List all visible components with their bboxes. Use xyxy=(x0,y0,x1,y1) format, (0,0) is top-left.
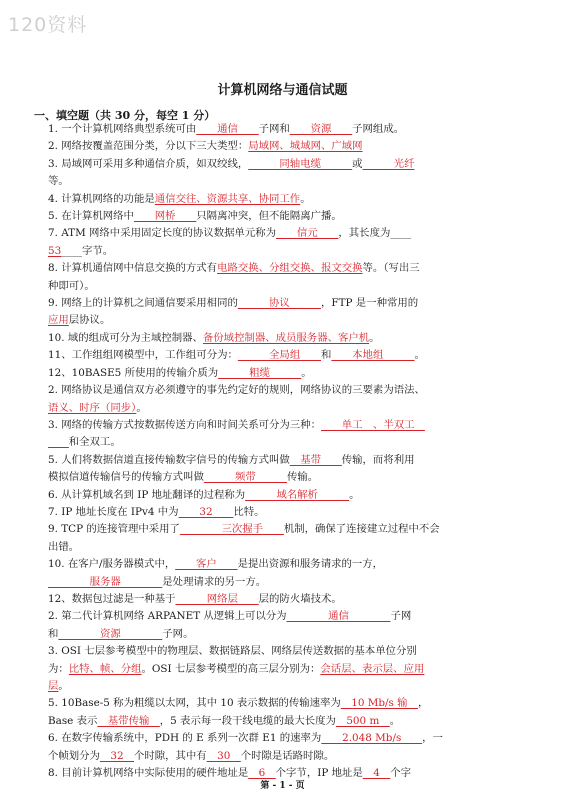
question-text: 等。（写出三 xyxy=(362,262,420,275)
answer-text: __基带传输__ xyxy=(97,714,160,727)
answer-text: __6__ xyxy=(248,767,276,780)
question-text: 3. OSI 七层参考模型中的物理层、数据链路层、网络层传送数据的基本单位分别 xyxy=(48,645,417,658)
question-line xyxy=(48,748,526,765)
question-text: 子网。 xyxy=(162,627,194,640)
question-line xyxy=(48,278,526,295)
question-text: 。OSI 七层参考模型的高三层分别为： xyxy=(141,662,321,675)
question-text: 。 xyxy=(349,488,360,501)
section-heading: 一、填空题（共 30 分，每空 1 分） xyxy=(34,109,216,122)
question-line xyxy=(48,608,526,625)
question-text: 和 xyxy=(321,349,332,362)
question-text: 3. 网络的传输方式按数据传送方向和时间关系可分为三种： xyxy=(48,418,321,431)
question-text: 12、数据包过滤是一种基于 xyxy=(48,592,176,605)
question-line xyxy=(48,330,526,347)
question-text: 3. 局域网可采用多种通信介质，如双绞线， xyxy=(48,157,249,170)
question-text: 和全双工。 xyxy=(68,436,121,449)
answer-text: ____32____ xyxy=(178,505,234,518)
question-text: 和 xyxy=(48,627,59,640)
question-text: 。 xyxy=(58,680,69,692)
question-text: 7. IP 地址长度在 IPv4 中为 xyxy=(48,505,179,518)
question-text: 12、10BASE5 所使用的传输介质为 xyxy=(48,366,219,379)
answer-text: 应用 xyxy=(48,314,69,327)
answer-text: ____信元____ xyxy=(276,227,339,240)
question-text: 个帧划分为 xyxy=(48,749,100,762)
question-line xyxy=(48,400,526,417)
question-line xyxy=(48,695,526,712)
question-line xyxy=(48,591,526,608)
question-line xyxy=(48,138,526,155)
answer-text: 比特、帧、分组 xyxy=(68,662,142,675)
question-text: 个时隙，其中有 xyxy=(133,749,207,762)
question-text: 出错。 xyxy=(48,540,80,553)
answer-text: ____本地组______ xyxy=(331,349,415,362)
answer-text: ____网桥____ xyxy=(133,210,197,223)
answer-text: 53 xyxy=(48,244,62,257)
question-text: 比特。 xyxy=(233,505,265,518)
question-text: ， xyxy=(417,697,429,710)
answer-text: ______网络层____ xyxy=(175,592,259,605)
question-text: 。 xyxy=(300,192,311,205)
question-line xyxy=(48,365,526,382)
question-text: 4. 计算机网络的功能是 xyxy=(48,192,155,205)
question-line xyxy=(48,626,526,643)
question-text: 个字 xyxy=(390,767,411,780)
question-text: 或 xyxy=(352,157,363,170)
question-text: 2. 第二代计算机网络 ARPANET 从逻辑上可以分为 xyxy=(48,610,287,623)
question-text: 8. 目前计算机网络中实际使用的硬件地址是 xyxy=(48,767,249,780)
question-text: 。 xyxy=(301,366,312,379)
question-list xyxy=(48,121,526,782)
question-text: 为： xyxy=(48,662,69,675)
question-line xyxy=(48,225,526,242)
question-text: 子网组成。 xyxy=(352,123,405,135)
question-text: 等。 xyxy=(48,175,69,188)
answer-text: ________服务器________ xyxy=(48,575,163,588)
answer-text: __4__ xyxy=(362,767,391,780)
question-text: 。 xyxy=(369,331,380,344)
question-text: 个字节，IP 地址是 xyxy=(275,767,363,780)
question-text: 5. 在计算机网络中 xyxy=(48,210,134,223)
question-line xyxy=(48,191,526,208)
answer-text: __500 m__ xyxy=(335,714,390,727)
page-title: 计算机网络与通信试题 xyxy=(217,83,348,98)
question-text: 子网 xyxy=(390,610,412,623)
question-text: ，一 xyxy=(422,732,443,745)
question-line xyxy=(48,243,526,260)
answer-text: ______频带______ xyxy=(203,471,287,484)
answer-text: 层 xyxy=(48,680,59,692)
answer-text: __10 Mb/s 输__ xyxy=(340,697,418,710)
question-line xyxy=(48,208,526,225)
answer-text: ______域名解析______ xyxy=(245,488,350,501)
question-line xyxy=(48,539,526,556)
question-line xyxy=(48,295,526,312)
question-text: 是处理请求的另一方。 xyxy=(162,575,267,588)
answer-text: ________通信________ xyxy=(286,610,391,623)
question-line xyxy=(48,487,526,504)
question-text: ，5 表示每一段干线电缆的最大长度为 xyxy=(159,714,336,727)
question-text: 传输，而将利用 xyxy=(341,453,415,466)
question-line xyxy=(48,643,526,660)
question-line xyxy=(48,521,526,538)
question-text: 5. 10Base-5 称为粗缆以太网，其中 10 表示数据的传输速率为 xyxy=(48,697,341,710)
question-text: 6. 在数字传输系统中，PDH 的 E 系列一次群 E1 的速率为 xyxy=(48,732,322,745)
question-line xyxy=(48,713,526,730)
answer-text: __32__ xyxy=(99,749,134,762)
question-line xyxy=(48,312,526,329)
answer-text: 备份域控制器、成员服务器、客户机 xyxy=(202,331,370,344)
answer-text: ____ xyxy=(48,436,69,449)
question-text: 9. 网络上的计算机之间通信要采用相同的 xyxy=(48,297,238,310)
question-text: 传输。 xyxy=(286,471,319,484)
answer-text: ______同轴电缆______ xyxy=(248,157,353,170)
answer-text: 语义、时序（同步） xyxy=(48,401,137,414)
question-line xyxy=(48,417,526,434)
question-text: 5. 人们将数据信道直接传输数字信号的传输方式叫做 xyxy=(48,453,290,466)
answer-text: ______粗缆______ xyxy=(218,366,302,379)
answer-text: 电路交换、分组交换、报文交换 xyxy=(217,262,363,275)
question-text: 子网和 xyxy=(258,123,290,135)
question-text: ，其长度为____ xyxy=(338,227,412,240)
question-text: 种即可）。 xyxy=(48,279,95,292)
question-text: 层协议。 xyxy=(68,314,111,327)
question-line xyxy=(48,382,526,399)
answer-text: 通信交往、资源共享、协同工作 xyxy=(154,192,301,205)
question-text: 10. 域的组成可分为主域控制器、 xyxy=(48,331,203,344)
question-text: 。 xyxy=(389,714,401,727)
question-text: 10. 在客户/服务器模式中， xyxy=(48,558,176,571)
question-line xyxy=(48,156,526,173)
answer-text: 局域网、城域网、广域网 xyxy=(248,140,363,153)
question-text: 1. 一个计算机网络典型系统可由 xyxy=(48,123,197,135)
question-text: 个时隙是话路时隙。 xyxy=(240,749,335,762)
question-text: 层的防火墙技术。 xyxy=(258,592,342,605)
answer-text: ______光纤 xyxy=(362,157,415,170)
question-text: 8. 计算机通信网中信息交换的方式有 xyxy=(48,262,218,275)
question-text: 2. 网络按覆盖范围分类，分以下三大类型： xyxy=(48,140,249,153)
question-text: 。 xyxy=(136,401,147,414)
question-line xyxy=(48,678,526,695)
question-line xyxy=(48,434,526,451)
answer-text: ____2.048 Mb/s____ xyxy=(321,732,423,745)
question-text: 2. 网络协议是通信双方必须遵守的事先约定好的规则，网络协议的三要素为语法、 xyxy=(48,384,425,397)
answer-text: ________资源________ xyxy=(58,627,163,640)
question-text: 7. ATM 网络中采用固定长度的协议数据单元称为 xyxy=(48,227,277,240)
question-line xyxy=(48,452,526,469)
question-text: 只隔离冲突，但不能隔离广播。 xyxy=(196,210,342,223)
answer-text: ____客户____ xyxy=(175,558,238,571)
answer-text: __基带____ xyxy=(289,453,342,466)
question-text: 模拟信道传输信号的传输方式叫做 xyxy=(48,471,204,484)
page-footer: 第 - 1 - 页 xyxy=(260,781,305,791)
watermark: 120资料 xyxy=(8,14,88,36)
question-text: 是提出资源和服务请求的一方， xyxy=(237,558,384,571)
question-text: Base 表示 xyxy=(48,714,98,727)
answer-text: ____单工__、半双工__ xyxy=(320,418,425,431)
question-text: 9. TCP 的连接管理中采用了 xyxy=(48,523,180,536)
answer-text: __30__ xyxy=(206,749,241,762)
answer-text: ____资源____ xyxy=(289,123,353,135)
question-line xyxy=(48,260,526,277)
question-text: ____字节。 xyxy=(61,244,114,257)
question-line xyxy=(48,574,526,591)
question-line xyxy=(48,504,526,521)
question-line xyxy=(48,121,526,138)
question-line xyxy=(48,556,526,573)
question-text: 机制，确保了连接建立过程中不会 xyxy=(283,523,440,536)
question-line xyxy=(48,730,526,747)
question-line xyxy=(48,469,526,486)
answer-text: ________三次握手____ xyxy=(179,523,284,536)
answer-text: ______全局组____ xyxy=(237,349,321,362)
question-line xyxy=(48,347,526,364)
question-line xyxy=(48,173,526,190)
question-text: ，FTP 是一种常用的 xyxy=(320,297,419,310)
question-line xyxy=(48,661,526,678)
answer-text: ______协议______ xyxy=(237,297,321,310)
question-text: 11、工作组组网模型中，工作组可分为： xyxy=(48,349,238,362)
answer-text: ____通信____ xyxy=(196,123,259,135)
answer-text: 会话层、表示层、应用 xyxy=(320,662,425,675)
question-text: 。 xyxy=(414,349,425,362)
question-text: 6. 从计算机域名到 IP 地址翻译的过程称为 xyxy=(48,488,246,501)
